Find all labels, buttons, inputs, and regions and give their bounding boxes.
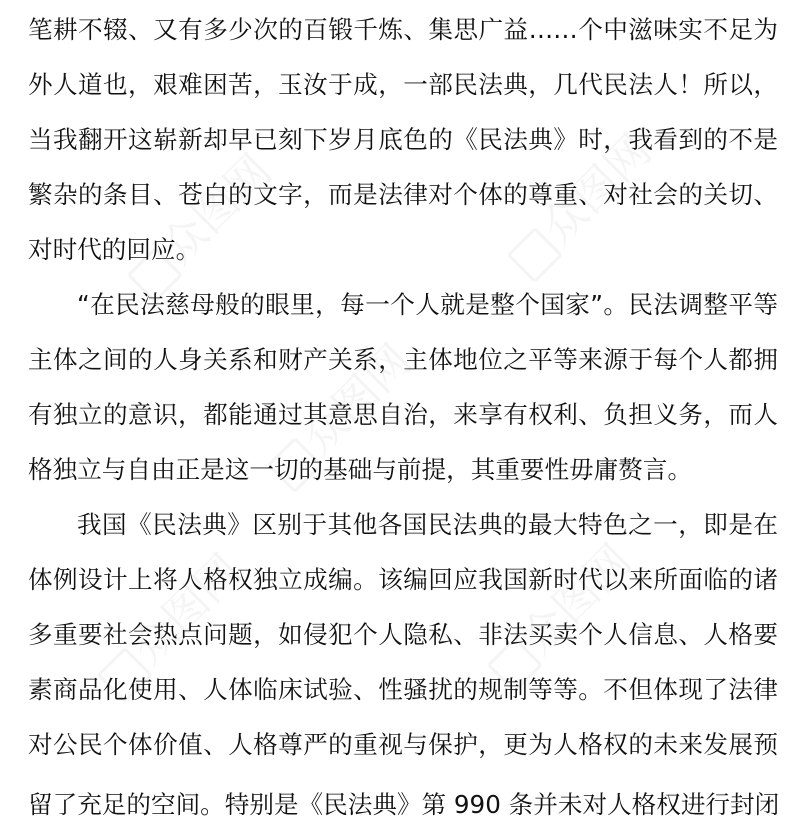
text-line: 留了充足的空间。特别是《民法典》第 990 条并未对人格权进行封闭 [28, 790, 780, 819]
text-line: 主体之间的人身关系和财产关系，主体地位之平等来源于每个人都拥 [28, 345, 778, 374]
watermark: 众图网 [473, 527, 643, 697]
watermark: 众图网 [83, 537, 253, 707]
text-line: 素商品化使用、人体临床试验、性骚扰的规制等等。不但体现了法律 [28, 675, 778, 704]
watermark: 众图网 [253, 327, 423, 497]
text-line: 多重要社会热点问题，如侵犯个人隐私、非法买卖个人信息、人格要 [28, 620, 778, 649]
text-line: “在民法慈母般的眼里，每一个人就是整个国家”。民法调整平等 [77, 290, 778, 319]
text-line: 格独立与自由正是这一切的基础与前提，其重要性毋庸赘言。 [28, 455, 693, 484]
text-line: 当我翻开这崭新却早已刻下岁月底色的《民法典》时，我看到的不是 [28, 125, 778, 154]
text-line: 对时代的回应。 [28, 235, 201, 264]
text-line: 繁杂的条目、苍白的文字，而是法律对个体的尊重、对社会的关切、 [28, 180, 778, 209]
text-line: 笔耕不辍、又有多少次的百锻千炼、集思广益……个中滋味实不足为 [28, 15, 778, 44]
text-line: 外人道也，艰难困苦，玉汝于成，一部民法典，几代民法人！所以， [28, 70, 778, 99]
text-line: 体例设计上将人格权独立成编。该编回应我国新时代以来所面临的诸 [28, 565, 778, 594]
text-line: 有独立的意识，都能通过其意思自治，来享有权利、负担义务，而人 [28, 400, 778, 429]
watermark: 众图网 [113, 137, 283, 307]
text-line: 我国《民法典》区别于其他各国民法典的最大特色之一，即是在 [77, 510, 778, 539]
watermark: 众图网 [493, 117, 663, 287]
text-line: 对公民个体价值、人格尊严的重视与保护，更为人格权的未来发展预 [28, 730, 778, 759]
